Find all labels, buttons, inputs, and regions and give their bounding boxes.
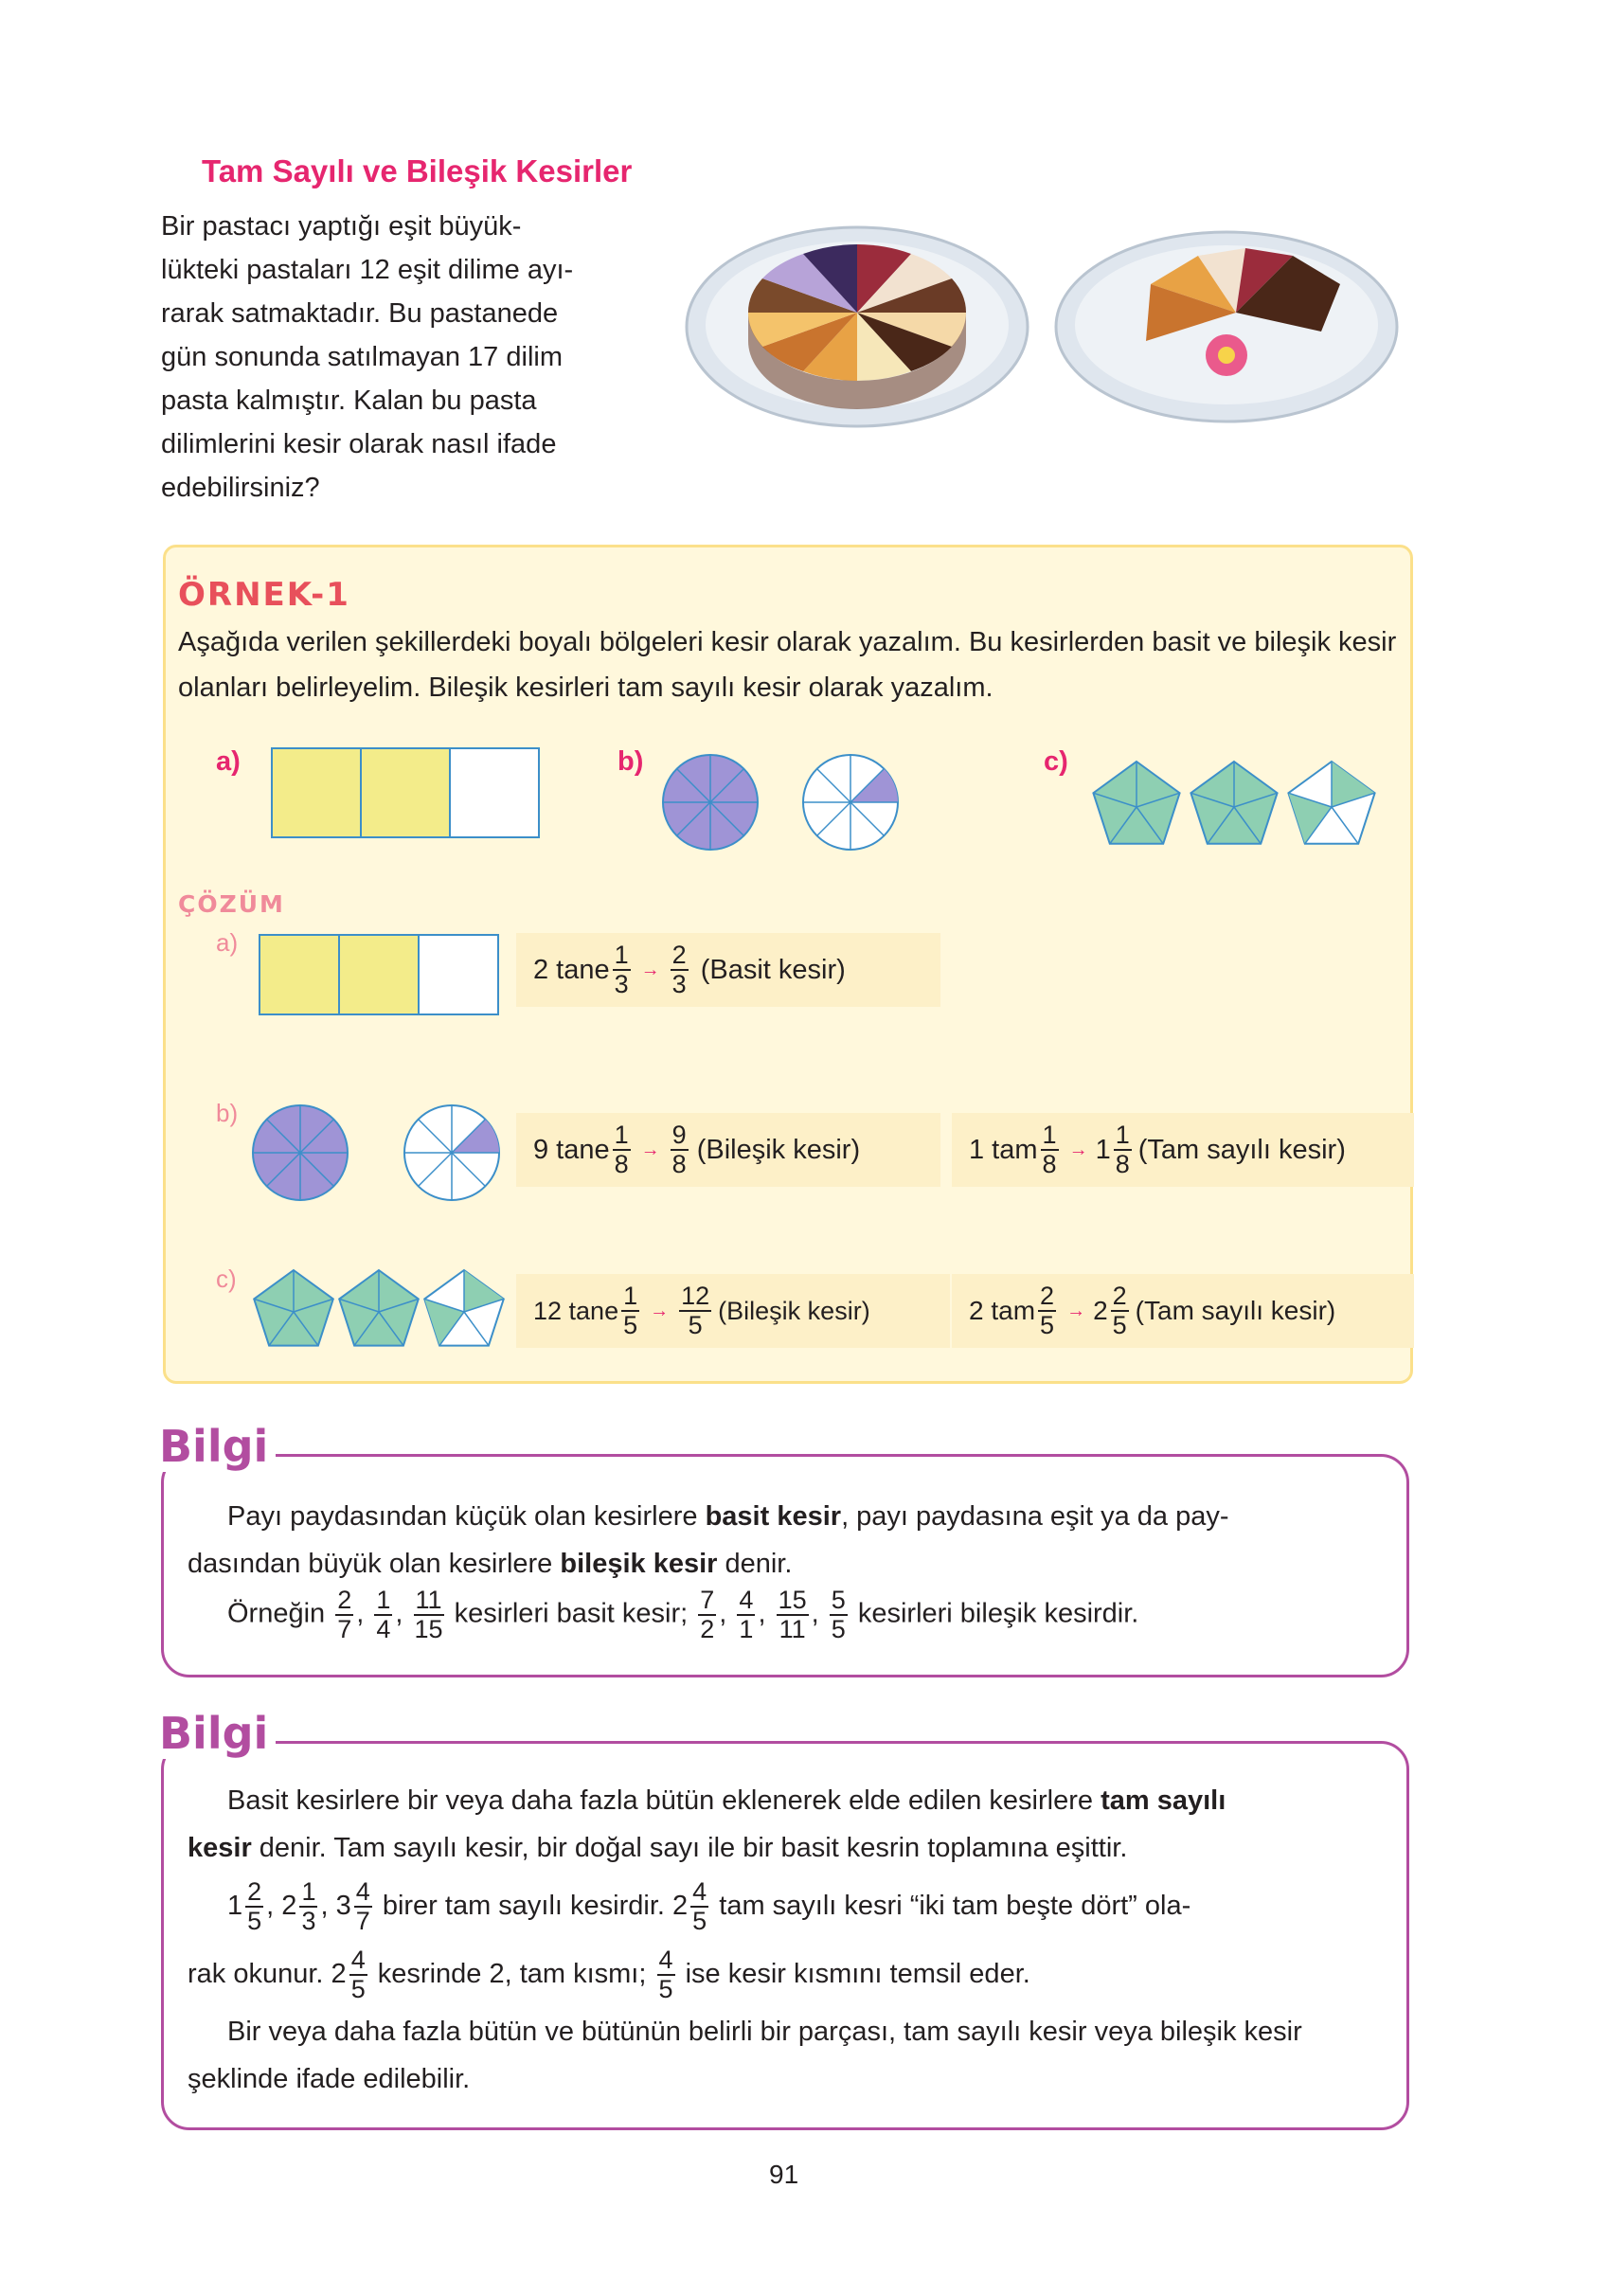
rectangle-figure-a — [270, 746, 541, 841]
question-label-c: c) — [1044, 746, 1068, 777]
info-summary: Bir veya daha fazla bütün ve bütünün belirli bir parçası, tam sayılı kesir veya bileşik kesir şeklinde ifade edilebilir. — [188, 2017, 1302, 2094]
intro-line: dilimlerini kesir olarak nasıl ifade — [161, 429, 557, 459]
intro-paragraph — [161, 205, 640, 510]
solution-circles-b — [251, 1103, 507, 1208]
answer-note: (Basit kesir) — [700, 954, 846, 985]
full-circle-shape — [663, 755, 758, 850]
info-heading: Bilgi — [159, 1708, 276, 1759]
intro-line: gün sonunda satılmayan 17 dilim — [161, 342, 563, 372]
answer-prefix: 12 tane — [533, 1296, 619, 1325]
arrow-icon: → — [640, 959, 660, 980]
fraction: $\frac{9}{8}$ — [671, 1121, 687, 1178]
whole-number: 2 — [1093, 1296, 1108, 1325]
answer-c-improper — [516, 1274, 950, 1348]
partial-pentagon-shape — [1288, 762, 1374, 844]
fraction: $\frac{1}{5}$ — [623, 1282, 638, 1339]
solution-rectangle-a — [258, 933, 502, 1018]
intro-line: edebilirsiniz? — [161, 473, 320, 503]
intro-line: Bir pastacı yaptığı eşit büyük- — [161, 211, 522, 242]
arrow-icon: → — [650, 1300, 670, 1321]
answer-prefix: 2 tane — [533, 954, 610, 985]
example-title: ÖRNEK-1 — [178, 576, 350, 614]
intro-line: rarak satmaktadır. Bu pastanede — [161, 298, 559, 329]
circle-figures-b — [661, 753, 907, 857]
fraction: $\frac{1}{3}$ — [301, 1877, 316, 1936]
answer-b-improper — [516, 1113, 940, 1187]
fraction: $\frac{7}{2}$ — [700, 1586, 715, 1643]
eighth-circle-shape — [803, 755, 898, 850]
intro-line: pasta kalmıştır. Kalan bu pasta — [161, 386, 537, 416]
solution-label-b: b) — [216, 1099, 239, 1127]
fraction: $\frac{1}{8}$ — [1115, 1121, 1130, 1178]
answer-b-mixed — [952, 1113, 1414, 1187]
answer-prefix: 1 tam — [969, 1134, 1038, 1165]
fraction: $\frac{2}{5}$ — [1112, 1282, 1127, 1339]
fraction: $\frac{2}{5}$ — [1040, 1282, 1055, 1339]
info-heading: Bilgi — [159, 1421, 276, 1472]
fraction: $\frac{5}{5}$ — [831, 1586, 846, 1643]
solution-pentagons-c — [248, 1265, 509, 1359]
solution-label-c: c) — [216, 1265, 237, 1293]
fraction: $\frac{2}{7}$ — [337, 1586, 352, 1643]
info-heading-line — [284, 1454, 1373, 1456]
fraction: $\frac{4}{5}$ — [350, 1946, 366, 2004]
page-number: 91 — [769, 2160, 799, 2189]
fraction: $\frac{4}{7}$ — [355, 1877, 370, 1936]
full-pentagon-shape — [1093, 762, 1179, 844]
answer-note: (Bileşik kesir) — [696, 1134, 861, 1165]
intro-line: lükteki pastaları 12 eşit dilime ayı- — [161, 255, 574, 285]
fraction: $\frac{1}{8}$ — [1042, 1121, 1057, 1178]
question-label-a: a) — [216, 746, 241, 777]
info-heading-line — [284, 1741, 1373, 1743]
answer-a — [516, 933, 940, 1007]
fraction: $\frac{1}{8}$ — [614, 1121, 629, 1178]
question-label-b: b) — [618, 746, 644, 777]
fraction: $\frac{1}{3}$ — [614, 941, 629, 998]
fraction: $\frac{12}{5}$ — [681, 1282, 710, 1339]
example-instructions: Aşağıda verilen şekillerdeki boyalı bölgeleri kesir olarak yazalım. Bu kesirlerden basit ve bileşik kesir olanları belirleyelim. Bileşik kesirleri tam sayılı kesir olarak yazalım. — [178, 627, 1397, 703]
solution-label-a: a) — [216, 928, 239, 957]
fraction: $\frac{2}{3}$ — [671, 941, 687, 998]
fraction: $\frac{1}{4}$ — [376, 1586, 391, 1643]
fraction: $\frac{11}{15}$ — [414, 1586, 443, 1643]
answer-note: (Tam sayılı kesir) — [1135, 1296, 1336, 1325]
fraction: $\frac{4}{5}$ — [658, 1946, 673, 2004]
fraction: $\frac{4}{5}$ — [692, 1877, 707, 1936]
arrow-icon: → — [1068, 1139, 1088, 1160]
answer-prefix: 9 tane — [533, 1134, 610, 1165]
info-text-1: Payı paydasından küçük olan kesirlere basit kesir, payı paydasına eşit ya da pay- dasından büyük olan kesirlere bileşik kesir denir. Örneğin $\frac{2}{7}$ , $\frac{1}{4}$ , $\frac{11}{15}$ kesirleri basit kesir; $\frac{7}{2}$ , $\frac{4}{1}$ , $\frac{15}{11}$ , $\frac{5}{5}$ kesirleri bileşik kesirdir. — [188, 1501, 1229, 1643]
full-pentagon-shape — [1190, 762, 1277, 844]
answer-c-mixed — [952, 1274, 1414, 1348]
whole-number: 1 — [1095, 1134, 1111, 1165]
fraction: $\frac{4}{1}$ — [739, 1586, 754, 1643]
cake-plate-full-illustration — [682, 213, 1032, 431]
solution-title: ÇÖZÜM — [178, 890, 285, 918]
answer-note: (Tam sayılı kesir) — [1137, 1134, 1346, 1165]
info-text-2: Basit kesirlere bir veya daha fazla bütün eklenerek elde edilen kesirlere tam sayılı kesir denir. Tam sayılı kesir, bir doğal sayı ile bir basit kesrin toplamına eşittir. 1 $\frac{2}{5}$ , 2 $\frac{1}{3}$ , 3 $\frac{4}{7}$ birer tam sayılı kesirdir. 2 $\frac{4}{5}$ tam sayılı kesri “iki tam beşte dört” ola- rak okunur. 2 $\frac{4}{5}$ kesrinde 2, tam kısmı; $\frac{4}{5}$ ise kesir kısmını temsil eder. Bir veya daha fazla bütün ve bütünün belirli bir parçası, tam sayılı kesir veya bileşik kesir şeklinde ifade edilebilir. — [188, 1777, 1390, 2103]
arrow-icon: → — [640, 1139, 660, 1160]
section-title: Tam Sayılı ve Bileşik Kesirler — [202, 153, 633, 188]
fraction: $\frac{2}{5}$ — [247, 1877, 262, 1936]
answer-note: (Bileşik kesir) — [718, 1296, 870, 1325]
arrow-icon: → — [1066, 1300, 1086, 1321]
pentagon-figures-c — [1087, 758, 1381, 852]
cake-plate-partial-illustration — [1051, 218, 1402, 431]
answer-prefix: 2 tam — [969, 1296, 1036, 1325]
fraction: $\frac{15}{11}$ — [778, 1586, 807, 1643]
